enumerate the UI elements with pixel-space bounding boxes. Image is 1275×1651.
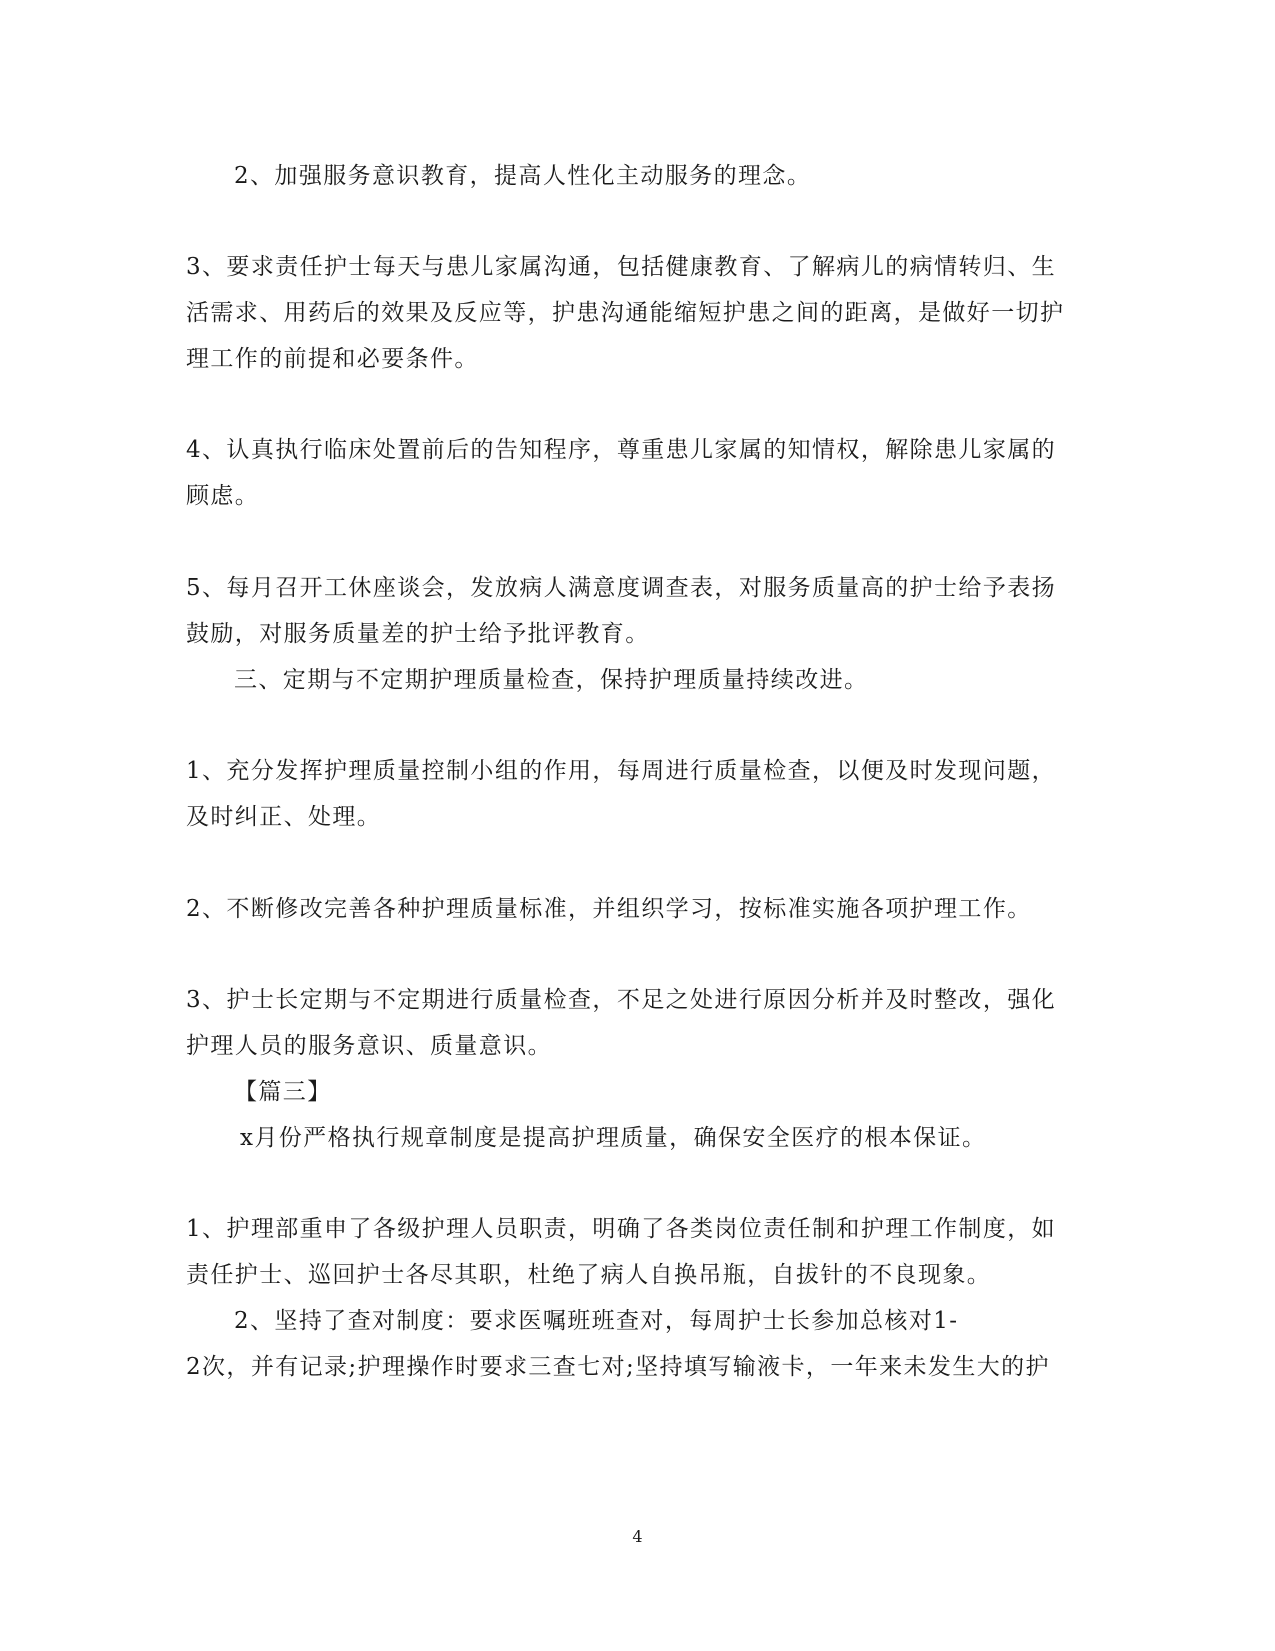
paragraph-line: 顾虑。 (186, 483, 260, 509)
paragraph-line: 2、加强服务意识教育，提高人性化主动服务的理念。 (234, 163, 812, 189)
paragraph-line: 3、护士长定期与不定期进行质量检查，不足之处进行原因分析并及时整改，强化 (186, 987, 1057, 1013)
section-marker: 【篇三】 (234, 1079, 332, 1105)
paragraph-line: 1、充分发挥护理质量控制小组的作用，每周进行质量检查，以便及时发现问题， (186, 758, 1057, 784)
paragraph-line: 及时纠正、处理。 (186, 804, 382, 830)
paragraph-line: 理工作的前提和必要条件。 (186, 346, 479, 372)
paragraph-line: 鼓励，对服务质量差的护士给予批评教育。 (186, 621, 650, 647)
paragraph-line: 护理人员的服务意识、质量意识。 (186, 1033, 552, 1059)
page-number: 4 (632, 1527, 643, 1546)
paragraph-line: 2次，并有记录;护理操作时要求三查七对;坚持填写输液卡，一年来未发生大的护 (186, 1354, 1050, 1380)
paragraph-line: 5、每月召开工休座谈会，发放病人满意度调查表，对服务质量高的护士给予表扬 (186, 575, 1057, 601)
paragraph-line: 活需求、用药后的效果及反应等，护患沟通能缩短护患之间的距离，是做好一切护 (186, 300, 1065, 326)
paragraph-line: 2、坚持了查对制度：要求医嘱班班查对，每周护士长参加总核对1- (234, 1308, 959, 1334)
paragraph-line: x月份严格执行规章制度是提高护理质量，确保安全医疗的根本保证。 (240, 1125, 987, 1151)
section-heading: 三、定期与不定期护理质量检查，保持护理质量持续改进。 (234, 667, 869, 693)
paragraph-line: 责任护士、巡回护士各尽其职，杜绝了病人自换吊瓶，自拔针的不良现象。 (186, 1262, 992, 1288)
paragraph-line: 1、护理部重申了各级护理人员职责，明确了各类岗位责任制和护理工作制度，如 (186, 1216, 1057, 1242)
paragraph-line: 2、不断修改完善各种护理质量标准，并组织学习，按标准实施各项护理工作。 (186, 896, 1032, 922)
paragraph-line: 3、要求责任护士每天与患儿家属沟通，包括健康教育、了解病儿的病情转归、生 (186, 254, 1057, 280)
paragraph-line: 4、认真执行临床处置前后的告知程序，尊重患儿家属的知情权，解除患儿家属的 (186, 437, 1057, 463)
